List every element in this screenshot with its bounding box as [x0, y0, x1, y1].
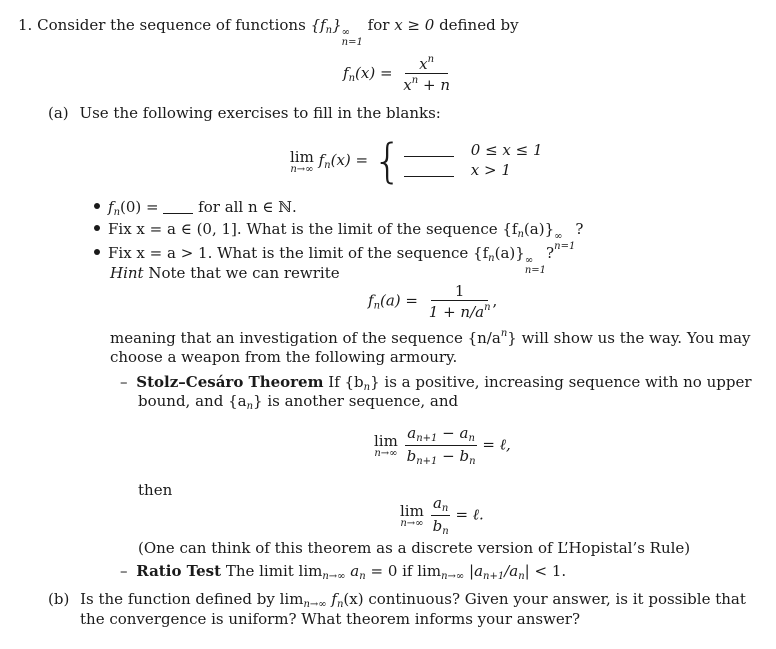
part-b-line-1: (b) Is the function defined by $\lim_{n\to\infty} f_n(x)$ continuous? Given your answer, is it possible that	[48, 590, 746, 610]
answer-blank-3[interactable]	[163, 213, 193, 214]
part-b-line-2: the convergence is uniform? What theorem informs your answer?	[80, 610, 580, 628]
case-row-1	[404, 141, 543, 159]
stolz-title: Stolz–Cesáro Theorem	[136, 373, 324, 391]
stolz-equation-1: lim n→∞ $\frac{a_{n+1} - a_n}{b_{n+1} - b_n}$ = ℓ,	[374, 424, 511, 467]
bullet-dot	[94, 203, 100, 209]
part-a-text: Use the following exercises to fill in the blanks:	[79, 104, 441, 122]
bullet-1: $f_n(0)$ = for all n ∈ ℕ.	[94, 198, 297, 218]
stolz-then: then	[138, 481, 173, 499]
stolz-note: (One can think of this theorem as a discrete version of L’Hopistal’s Rule)	[138, 539, 691, 557]
stolz-line-1: – Stolz–Cesáro Theorem If $\{b_n\}$ is a positive, increasing sequence with no upper	[120, 373, 752, 393]
left-brace: {	[372, 134, 403, 188]
intro-text: Consider the sequence of functions	[37, 16, 306, 34]
stolz-line-2: bound, and $\{a_n\}$ is another sequence, and	[138, 392, 459, 412]
ratio-test-line: – Ratio Test The limit $\lim_{n\to\infty} a_n = 0$ if $\lim_{n\to\infty} |a_{n+1}/a_n| < 1$.	[120, 562, 567, 582]
domain-condition: x ≥ 0	[394, 16, 435, 34]
intro-defined-by: defined by	[439, 16, 519, 34]
dash: –	[120, 373, 128, 391]
part-b-label: (b)	[48, 590, 70, 608]
hint-paragraph-2: choose a weapon from the following armoury.	[110, 348, 458, 366]
case-2-condition: x > 1	[470, 161, 511, 179]
ratio-test-title: Ratio Test	[136, 562, 222, 580]
problem-intro	[18, 16, 519, 48]
hint-line	[110, 264, 340, 282]
stolz-equation-2: lim n→∞ $\frac{a_n}{b_n}$ = ℓ.	[400, 494, 484, 537]
case-1-condition: 0 ≤ x ≤ 1	[470, 141, 543, 159]
hint-equation: $f_n(a)$ = $\frac{1}{1 + n/a^n}$ ,	[368, 282, 498, 321]
part-a-header	[48, 104, 441, 122]
sequence-range: ∞ n=1	[341, 27, 363, 48]
problem-number: 1.	[18, 16, 33, 34]
bullet-dot	[94, 249, 100, 255]
bullet-2: Fix x = a ∈ (0, 1]. What is the limit of the sequence $\{f_n(a)\}$ ∞ n=1 ?	[94, 220, 583, 252]
intro-for: for	[367, 16, 390, 34]
hint-label: Hint	[110, 264, 144, 282]
definition-equation: $f_n(x)$ = $\frac{x^n}{x^n + n}$	[343, 54, 450, 94]
bullet-3: Fix x = a > 1. What is the limit of the sequence $\{f_n(a)\}$ ∞ n=1 ?	[94, 244, 554, 276]
part-a-label: (a)	[48, 104, 69, 122]
sequence-notation: $\{f_n\}$	[310, 16, 342, 36]
case-row-2	[404, 161, 511, 179]
hint-paragraph-1: meaning that an investigation of the sequence $\{n/a^n\}$ will show us the way. You may	[110, 328, 751, 347]
answer-blank-1[interactable]	[404, 156, 454, 157]
dash: –	[120, 562, 128, 580]
answer-blank-2[interactable]	[404, 176, 454, 177]
piecewise-limit: lim n→∞ $f_n(x)$ = {	[290, 134, 403, 188]
bullet-dot	[94, 225, 100, 231]
hint-text: Note that we can rewrite	[148, 264, 340, 282]
